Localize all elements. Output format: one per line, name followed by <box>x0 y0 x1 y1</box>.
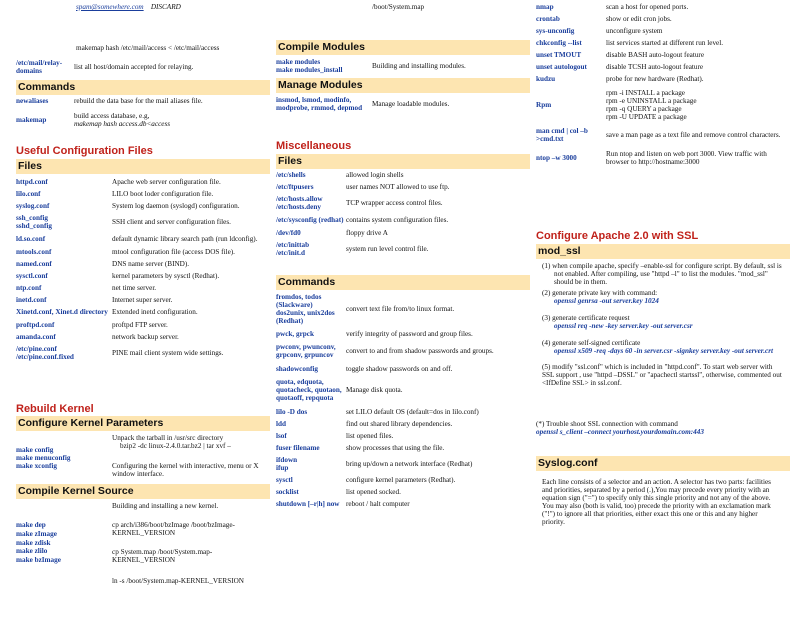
entry-row <box>276 456 530 472</box>
access-example-1 <box>76 3 266 11</box>
entry-key: named.conf <box>16 260 52 268</box>
entry-desc: Internet super server. <box>112 296 173 304</box>
entry-row <box>276 241 530 257</box>
entry-row <box>276 432 530 440</box>
entry-key: lsof <box>276 432 287 440</box>
entry-key: sys-unconfig <box>536 27 575 35</box>
entry-desc: PINE mail client system wide settings. <box>112 349 224 357</box>
entry-row <box>276 229 530 237</box>
compile-desc-3: ln -s /boot/System.map-KERNEL_VERSION <box>112 577 244 585</box>
ssl-trouble-cmd: openssl s_client –connect yourhost.yourdomain.com:443 <box>536 428 704 436</box>
relay-desc: list all host/domain accepted for relaying. <box>74 63 194 71</box>
makemap-desc-2: makemap hash access.db<access <box>74 120 171 128</box>
entry-desc: Extended inetd configuration. <box>112 308 198 316</box>
newaliases-row <box>16 97 270 105</box>
entry-key: amanda.conf <box>16 333 56 341</box>
entry-desc: DNS name server (BIND). <box>112 260 190 268</box>
rebuild-kernel-title: Rebuild Kernel <box>16 403 94 415</box>
entry-key: /etc/hosts.allow /etc/hosts.deny <box>276 195 323 211</box>
entry-row <box>276 488 530 496</box>
entry-key: chkconfig --list <box>536 39 582 47</box>
entry-key: man cmd | col –b >cmd.txt <box>536 127 588 143</box>
entry-row <box>276 365 530 373</box>
entry-desc: list opened files. <box>346 432 394 440</box>
entry-key: ntop –w 3000 <box>536 154 577 162</box>
entry-desc: network backup server. <box>112 333 179 341</box>
entry-row <box>536 150 790 166</box>
entry-row <box>16 235 270 243</box>
entry-row <box>536 27 790 35</box>
entry-desc: LILO boot loder configuration file. <box>112 190 214 198</box>
ssl-step-3: (3) generate certificate request <box>542 314 630 322</box>
entry-key: /etc/ftpusers <box>276 183 314 191</box>
entry-row <box>16 202 270 210</box>
entry-desc: save a man page as a text file and remove control characters. <box>606 131 781 139</box>
entry-key: shutdown [–r|h] now <box>276 500 340 508</box>
entry-key: proftpd.conf <box>16 321 55 329</box>
entry-key: /dev/fd0 <box>276 229 301 237</box>
entry-key: socklist <box>276 488 299 496</box>
compile-intro: Building and installing a new kernel. <box>112 502 219 510</box>
entry-row <box>536 15 790 23</box>
entry-key: httpd.conf <box>16 178 48 186</box>
entry-row <box>16 272 270 280</box>
compile-modules-header: Compile Modules <box>276 40 530 55</box>
entry-key: crontab <box>536 15 560 23</box>
ssl-step-1: (1) when compile apache, specify –enable-ssl for configure script. By default, ssl is not enabled. After compiling, use "httpd –l" to list the modules. "mod_ssl" should be in them. <box>542 262 782 286</box>
entry-row <box>16 345 270 361</box>
entry-desc: default dynamic library search path (run ldconfig). <box>112 235 258 243</box>
entry-key: /etc/pine.conf /etc/pine.conf.fixed <box>16 345 74 361</box>
misc-title: Miscellaneous <box>276 140 352 152</box>
ssl-troubleshoot <box>536 420 786 436</box>
more-commands-list <box>536 3 790 170</box>
configure-intro-1: Unpack the tarball in /usr/src directory <box>112 434 224 442</box>
entry-desc: reboot / halt computer <box>346 500 410 508</box>
configure-desc: Configuring the kernel with interactive, menu or X window interface. <box>112 462 259 478</box>
entry-row <box>16 308 270 316</box>
entry-row <box>276 216 530 224</box>
ssl-step-5: (5) modify "ssl.conf" which is included in "httpd.conf". To start web server with SSL support , use "httpd –DSSL" or "apachectl startssl", otherwise, commented out <IfDefine SSL> in ssl.conf. <box>542 363 782 387</box>
compile-keys: make dep make zImage make zdisk make zlilo make bzImage <box>16 521 61 565</box>
entry-desc: kernel parameters by sysctl (Redhat). <box>112 272 220 280</box>
entry-key: lilo -D dos <box>276 408 308 416</box>
entry-desc: SSH client and server configuration files. <box>112 218 231 226</box>
entry-desc: list services started at different run level. <box>606 39 724 47</box>
entry-key: pwck, grpck <box>276 330 314 338</box>
email-link[interactable]: spam@somewhere.com <box>76 3 144 11</box>
entry-row <box>276 476 530 484</box>
ssl-step-3-cmd: openssl req -new -key server.key -out server.csr <box>554 322 693 330</box>
manage-modules-row <box>276 96 530 112</box>
entry-row <box>536 39 790 47</box>
entry-desc: verify integrity of password and group files. <box>346 330 473 338</box>
entry-row <box>276 444 530 452</box>
commands-header: Commands <box>16 80 270 95</box>
entry-row <box>276 330 530 338</box>
entry-desc: Manage disk quota. <box>346 386 403 394</box>
misc-commands-list <box>276 293 530 512</box>
config-files-list <box>16 178 270 365</box>
relay-row <box>16 59 270 75</box>
ssl-step-4-cmd: openssl x509 -req -days 60 -in server.csr -signkey server.key -out server.crt <box>554 347 773 355</box>
entry-desc: set LILO default OS (default=dos in lilo.conf) <box>346 408 479 416</box>
manage-modules-desc: Manage loadable modules. <box>372 100 450 108</box>
entry-desc: bring up/down a network interface (Redhat) <box>346 460 473 468</box>
entry-desc: find out shared library dependencies. <box>346 420 453 428</box>
ssl-steps <box>542 262 782 387</box>
entry-key: lilo.conf <box>16 190 41 198</box>
entry-row <box>276 378 530 402</box>
entry-key: unset autologout <box>536 63 587 71</box>
entry-row <box>16 321 270 329</box>
entry-desc: rpm -i INSTALL a package rpm -e UNINSTALL a package rpm -q QUERY a package rpm -U UPDATE a package <box>606 89 697 121</box>
entry-key: fuser filename <box>276 444 320 452</box>
entry-desc: system run level control file. <box>346 245 429 253</box>
entry-key: pwconv, pwunconv, grpconv, grpuncov <box>276 343 336 359</box>
entry-desc: toggle shadow passwords on and off. <box>346 365 453 373</box>
system-map-line: /boot/System.map <box>372 3 425 11</box>
entry-desc: mtool configuration file (access DOS file). <box>112 248 235 256</box>
entry-key: ifdown ifup <box>276 456 298 472</box>
apache-ssl-title: Configure Apache 2.0 with SSL <box>536 230 699 242</box>
entry-row <box>16 296 270 304</box>
entry-row <box>276 195 530 211</box>
compile-modules-desc: Building and installing modules. <box>372 62 466 70</box>
entry-desc: TCP wrapper access control files. <box>346 199 443 207</box>
entry-desc: disable BASH auto-logout feature <box>606 51 705 59</box>
compile-modules-keys: make modules make modules_install <box>276 58 343 74</box>
entry-key: /etc/inittab /etc/init.d <box>276 241 310 257</box>
entry-row <box>276 500 530 508</box>
entry-desc: Run ntop and listen on web port 3000. View traffic with browser to http://hostname:3000 <box>606 150 767 166</box>
entry-row <box>536 51 790 59</box>
compile-desc-2: cp System.map /boot/System.map-KERNEL_VERSION <box>112 548 213 564</box>
newaliases-key: newaliases <box>16 97 49 105</box>
entry-desc: net time server. <box>112 284 157 292</box>
syslog-header: Syslog.conf <box>536 456 790 471</box>
entry-key: Rpm <box>536 101 552 109</box>
entry-desc: proftpd FTP server. <box>112 321 168 329</box>
ssl-trouble-text: (*) Trouble shoot SSL connection with command <box>536 420 678 428</box>
configure-kernel-header: Configure Kernel Parameters <box>16 416 270 431</box>
ssl-step-2: (2) generate private key with command: <box>542 289 658 297</box>
compile-desc-1: cp arch/i386/boot/bzImage /boot/bzImage-KERNEL_VERSION <box>112 521 235 537</box>
newaliases-desc: rebuild the data base for the mail aliases file. <box>74 97 203 105</box>
entry-desc: show or edit cron jobs. <box>606 15 672 23</box>
files-header: Files <box>16 159 270 174</box>
entry-row <box>276 171 530 179</box>
entry-row <box>536 75 790 83</box>
mod-ssl-header: mod_ssl <box>536 244 790 259</box>
entry-desc: unconfigure system <box>606 27 663 35</box>
configure-intro <box>112 434 270 450</box>
entry-row <box>16 260 270 268</box>
makemap-desc-1: build access database, e.g, <box>74 112 150 120</box>
entry-row <box>16 284 270 292</box>
entry-desc: scan a host for opened ports. <box>606 3 689 11</box>
entry-row <box>536 3 790 11</box>
entry-key: shadowconfig <box>276 365 318 373</box>
misc-commands-header: Commands <box>276 275 530 290</box>
access-example-2: makemap hash /etc/mail/access < /etc/mail/access <box>76 44 220 52</box>
entry-desc: convert to and from shadow passwords and groups. <box>346 347 494 355</box>
entry-desc: convert text file from/to linux format. <box>346 305 455 313</box>
entry-key: Xinetd.conf, Xinet.d directory <box>16 308 108 316</box>
entry-desc: list opened socked. <box>346 488 401 496</box>
misc-files-list <box>276 171 530 261</box>
entry-key: inetd.conf <box>16 296 47 304</box>
entry-row <box>536 89 790 121</box>
entry-key: ssh_config sshd_config <box>16 214 52 230</box>
entry-desc: System log daemon (syslogd) configuration. <box>112 202 240 210</box>
entry-row <box>16 190 270 198</box>
entry-key: ldd <box>276 420 286 428</box>
manage-modules-keys: insmod, lsmod, modinfo, modprobe, rmmod, depmod <box>276 96 363 112</box>
ssl-step-4: (4) generate self-signed certificate <box>542 339 641 347</box>
entry-desc: user names NOT allowed to use ftp. <box>346 183 450 191</box>
ssl-step-2-cmd: openssl genrsa -out server.key 1024 <box>554 297 659 305</box>
entry-desc: allowed login shells <box>346 171 404 179</box>
entry-key: nmap <box>536 3 554 11</box>
discard-action: DISCARD <box>150 3 181 11</box>
entry-row <box>276 408 530 416</box>
entry-desc: disable TCSH auto-logout feature <box>606 63 704 71</box>
syslog-text: Each line consists of a selector and an action. A selector has two parts: facilities and priorities, separated by a period (.),You may precede every priority with an equation sign ("=") to specify only this single priority and not any of the above. You may also (both is valid, too) precede the priority with an exclamation mark ("!") to ignore all that priorities, either exact this one or this and any higher priority. <box>542 478 771 526</box>
entry-row <box>536 63 790 71</box>
entry-desc: floppy drive A <box>346 229 388 237</box>
entry-row <box>276 420 530 428</box>
entry-key: unset TMOUT <box>536 51 582 59</box>
entry-key: fromdos, todos (Slackware) dos2unix, unix2dos (Redhat) <box>276 293 335 325</box>
entry-key: mtools.conf <box>16 248 52 256</box>
entry-row <box>276 183 530 191</box>
entry-key: sysctl <box>276 476 293 484</box>
entry-key: syslog.conf <box>16 202 50 210</box>
entry-row <box>276 293 530 325</box>
makemap-row <box>16 112 270 128</box>
makemap-desc <box>74 112 270 128</box>
entry-key: /etc/sysconfig (redhat) <box>276 216 344 224</box>
entry-key: ld.so.conf <box>16 235 46 243</box>
manage-modules-header: Manage Modules <box>276 78 530 93</box>
entry-row <box>16 178 270 186</box>
entry-desc: show processes that using the file. <box>346 444 445 452</box>
entry-row <box>16 248 270 256</box>
misc-files-header: Files <box>276 154 530 169</box>
entry-key: /etc/shells <box>276 171 306 179</box>
entry-key: ntp.conf <box>16 284 42 292</box>
compile-modules-row <box>276 58 530 74</box>
entry-key: sysctl.conf <box>16 272 48 280</box>
entry-desc: probe for new hardware (Redhat). <box>606 75 704 83</box>
configure-keys: make config make menuconfig make xconfig <box>16 446 71 470</box>
entry-key: quota, edquota, quotacheck, quotaon, quotaoff, repquota <box>276 378 342 402</box>
relay-key: /etc/mail/relay-domains <box>16 59 63 75</box>
useful-config-title: Useful Configuration Files <box>16 145 153 157</box>
entry-row <box>276 343 530 359</box>
entry-key: kudzu <box>536 75 556 83</box>
configure-intro-2: bzip2 -dc linux-2.4.0.tar.bz2 | tar xvf – <box>120 442 231 450</box>
compile-kernel-header: Compile Kernel Source <box>16 484 270 499</box>
entry-desc: Apache web server configuration file. <box>112 178 221 186</box>
makemap-key: makemap <box>16 116 47 124</box>
entry-desc: configure kernel parameters (Redhat). <box>346 476 456 484</box>
entry-row <box>536 127 790 143</box>
entry-row <box>16 333 270 341</box>
entry-desc: contains system configuration files. <box>346 216 449 224</box>
entry-row <box>16 214 270 230</box>
